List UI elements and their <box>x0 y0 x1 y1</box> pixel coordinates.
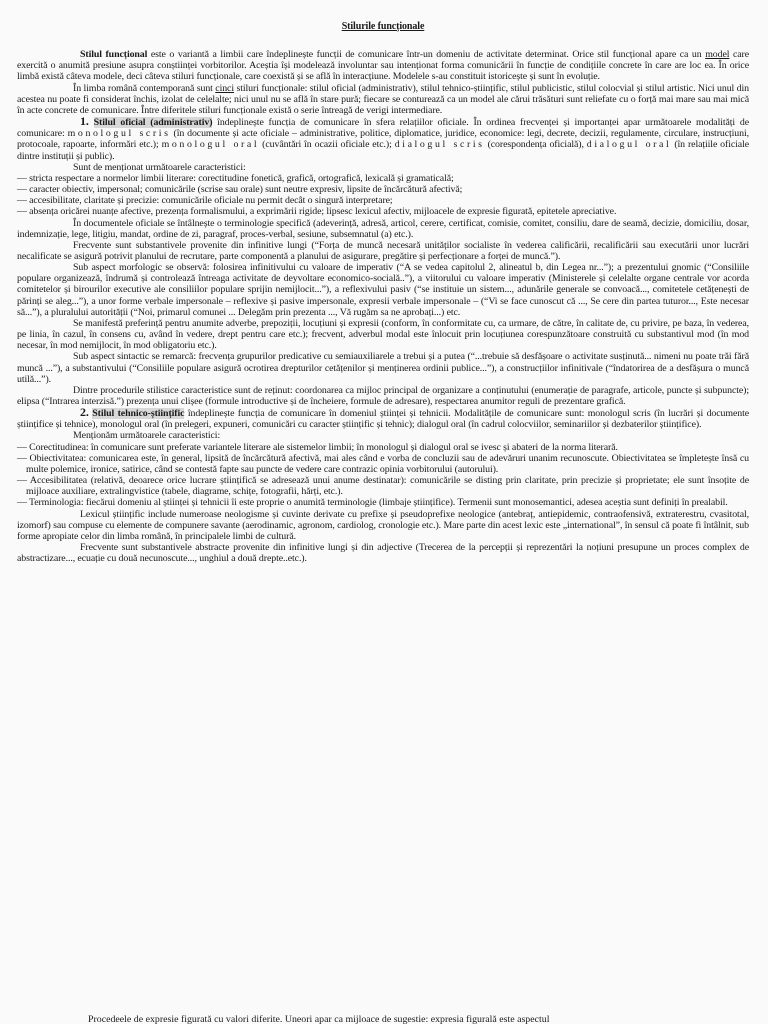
section-2-lexicon: Lexicul științific include numeroase neologisme și cuvinte derivate cu prefixe și pseudoprefixe neologice (antebraț, antiepidemic, contraofensivă, extraterestru, cvasitotal, izomorf) sau compuse cu elemente de compunere savante (aerodinamic, agronom, cardiolog, cronologie etc.). Mare parte din acest lexic este „international”, în sensul că poate fi întâlnit, sub forme apropiate celor din limba română, în principalele limbi de cultură. <box>17 508 749 542</box>
section-1-number: 1. <box>80 114 89 129</box>
document-body <box>17 21 749 564</box>
intro-paragraph-2: În limba română contemporană sunt cinci stiluri funcționale: stilul oficial (administrativ), stilul tehnico-științific, stilul publicistic, stilul colocvial și stilul artistic. Nici unul din acestea nu poate fi considerat închis, izolat de celelalte; nici unul nu se află în stare pură; fiecare se conturează ca un model ale cărui trăsături sunt reliefate cu o forță mai mare sau mai mică în acte concrete de comunicare. Între diferitele stiluri funcționale există o serie întreagă de verigi intermediare. <box>17 82 749 116</box>
section-1-morphology: Sub aspect morfologic se observă: folosirea infinitivului cu valoare de imperativ (“A se vedea capitolul 2, alineatul b, din Legea nr...”); a prezentului gnomic (“Consiliile populare organizează, îndrumă și controlează întreaga activitate de deyvoltare economico-socială..”), a viitorului cu valoare imperativ (Ministerele și celelalte organe centrale vor acorda comitetelor și birourilor executive ale consiliilor populare sprijin nemijlocit...”), a reflexivului pasiv (“se instituie un sistem..., adunările generale se convoacă..., comitetele cetățenești de părinți se aleg...”), a unor forme verbale impersonale – reflexive și pasive impersonale, expresii verbale impersonale – (“Vi se face cunoscut că ..., Se cere din partea tuturor..., Este necesar să...”), a pluralului autorității (“Noi, primarul comunei ... Delegăm prin prezenta ..., Vă rugăm sa ne aprobați...) etc. <box>17 262 749 318</box>
section-2-bullet: — Accesibilitatea (relativă, deoarece orice lucrare științifică se adresează unui anume destinatar): comunicările se disting prin claritate, prin precizie și proprietate; ele sunt însoțite de mijloace auxiliare, extralingvistice (tabele, diagrame, schițe, fotografii, hărți, etc.). <box>17 475 749 498</box>
section-1-heading: Stilul oficial (administrativ) <box>93 117 213 129</box>
term-cinci: cinci <box>215 82 234 94</box>
section-2-number: 2. <box>80 405 89 420</box>
term-model: model <box>705 49 730 61</box>
section-1-substantives: Frecvente sunt substantivele provenite din infinitive lungi (“Forța de muncă necesară unităților socialiste în vederea calificării, recalificării sau executării unor lucrări necalificate se asigură potrivit planului de recrutare, parte componentă a planului de asigurare, pregătire și perfecționare a forței de muncă.”). <box>17 239 749 262</box>
section-1-paragraph: 1. Stilul oficial (administrativ) îndeplinește funcția de comunicare în sfera relațiilor oficiale. În ordinea frecvenței și importanței apar următoarele modalități de comunicare: monologul scris (în documente și acte oficiale – administrative, politice, diplomatice, juridice, economice: legi, decrete, decizii, regulamente, circulare, instrucțiuni, protocoale, rapoarte, informări etc.); monologul oral (cuvântări în ocazii oficiale etc.); dialogul scris (corespondența oficială), dialogul oral (în relațiile oficiale dintre instituții și public). <box>17 114 750 162</box>
section-2-abstract-nouns: Frecvente sunt substantivele abstracte provenite din infinitive lungi și din adjective (Trecerea de la percepții și reprezentări la noțiuni presupune un proces complex de abstractizare..., ecuație cu două necunoscute..., unghiul a două drepte..etc.). <box>17 542 749 565</box>
section-1-bullet: — absența oricărei nuanțe afective, prezența formalismului, a exprimării rigide; lipsesc lexicul afectiv, mijloacele de expresie figurată, epitetele apreciative. <box>17 206 617 218</box>
section-2-bullet: — Corectitudinea: în comunicare sunt preferate variantele literare ale sistemelor limbii; în monologul și dialogul oral se ivesc și abateri de la norma literară. <box>17 441 618 453</box>
section-1-syntax: Sub aspect sintactic se remarcă: frecvența grupurilor predicative cu semiauxiliarele a trebui și a putea (“...trebuie să desfășoare o activitate susținută... nimeni nu poate trăi fără muncă ...”), a substantivului (“Consiliile populare asigură ocrotirea drepturilor cetățenilor și menținerea ordinii publice...”), a construcțiilor infinitivale (“îndatorirea de a desfășura o muncă utilă...”). <box>17 351 749 385</box>
section-2-bullet: — Obiectivitatea: comunicarea este, în general, lipsită de încărcătură afectivă, mai ales când e vorba de concluzii sau de adevăruri unanim recunoscute. Obiectivitatea se împletește însă cu multe polemice, ironice, satirice, când se contestă fapte sau puncte de vedere care contrazic opinia vorbitorului (autorului). <box>17 452 749 475</box>
section-2-paragraph: 2. Stilul tehnico-științific îndeplinește funcția de comunicare în domeniul științei și tehnicii. Modalitățile de comunicare sunt: monologul scris (în lucrări și documente științifice și tehnice), monologul oral (în prelegeri, expuneri, comunicări cu caracter științific și tehnic); dialogul oral (în cadrul colocviilor, seminariilor și dezbaterilor științifice). <box>17 405 749 431</box>
section-2-bullet: — Terminologia: fiecărui domeniu al științei și tehnicii îi este proprie o anumită terminologie (limbaje științifice). Termenii sunt monosemantici, adesea aceștia sunt definiți în prealabil. <box>17 497 728 509</box>
section-1-terminology: În documentele oficiale se întâlnește o terminologie specifică (adeverință, adresă, articol, cerere, certificat, comisie, comitet, consiliu, dare de seamă, decizie, domiciliu, dosar, indemnizație, lege, litigiu, mandat, ordine de zi, paragraf, proces-verbal, sesiune, subsemnatul (a) etc.). <box>17 217 749 240</box>
intro-paragraph-1: Stilul funcțional este o variantă a limbii care îndeplinește funcții de comunicare într-un domeniu de activitate determinat. Orice stil funcțional apare ca un model care exercită o anumită presiune asupra conștiinței vorbitorilor. Aceștia își modelează involuntar sau intenționat forma comunicării în funcție de condițiile concrete în care are loc ea. În orice limbă există câteva modele, deci câteva stiluri funcționale, care coexistă și se află în interacțiune. Modelele s-au constituit istoricește și sunt în evoluție. <box>17 49 750 83</box>
section-1-bullet: — stricta respectare a normelor limbii literare: corectitudine fonetică, grafică, ortografică, lexicală și gramaticală; <box>17 172 454 184</box>
section-1-bullet: — accesibilitate, claritate și precizie: comunicările oficiale nu permit decât o singură interpretare; <box>17 195 393 207</box>
section-1-adverbs: Se manifestă preferință pentru anumite adverbe, prepoziții, locuțiuni și expresii (conform, în conformitate cu, ca urmare, de către, în calitate de, cu privire, pe baza, în vederea, pe linia, în cazul, în consens cu, având în vedere, drept pentru care etc.); frecvent, adverbul modal este înlocuit prin locuțiunea corespunzătoare construită cu substantivul mod (în mod necesar, în mod nemijlocit, în mod obligatoriu etc.). <box>17 317 749 352</box>
section-1-bullet: — caracter obiectiv, impersonal; comunicările (scrise sau orale) sunt neutre expresiv, lipsite de încărcătură afectivă; <box>17 184 463 196</box>
section-2-heading: Stilul tehnico-științific <box>92 408 185 420</box>
term-stil-functional: Stilul funcțional <box>80 49 148 61</box>
section-1-chars-intro: Sunt de menționat următoarele caracteristici: <box>73 161 246 173</box>
section-1-stylistic: Dintre procedurile stilistice caracteristice sunt de reținut: coordonarea ca mijloc principal de organizare a conținutului (enumerație de paragrafe, articole, puncte și subpuncte); elipsa (“Intrarea interzisă.”) prezența unui clișee (formule introductive și de încheiere, formule de adresare), respectarea anumitor reguli de prezentare grafică. <box>17 384 749 407</box>
section-2-chars-intro: Menționăm următoarele caracteristici: <box>73 430 221 442</box>
cut-off-next-page-line: Procedeele de expresie figurată cu valori diferite. Uneori apar ca mijloace de sugestie: expresia figurală este aspectul <box>88 1014 550 1025</box>
page-title: Stilurile funcționale <box>341 21 425 32</box>
